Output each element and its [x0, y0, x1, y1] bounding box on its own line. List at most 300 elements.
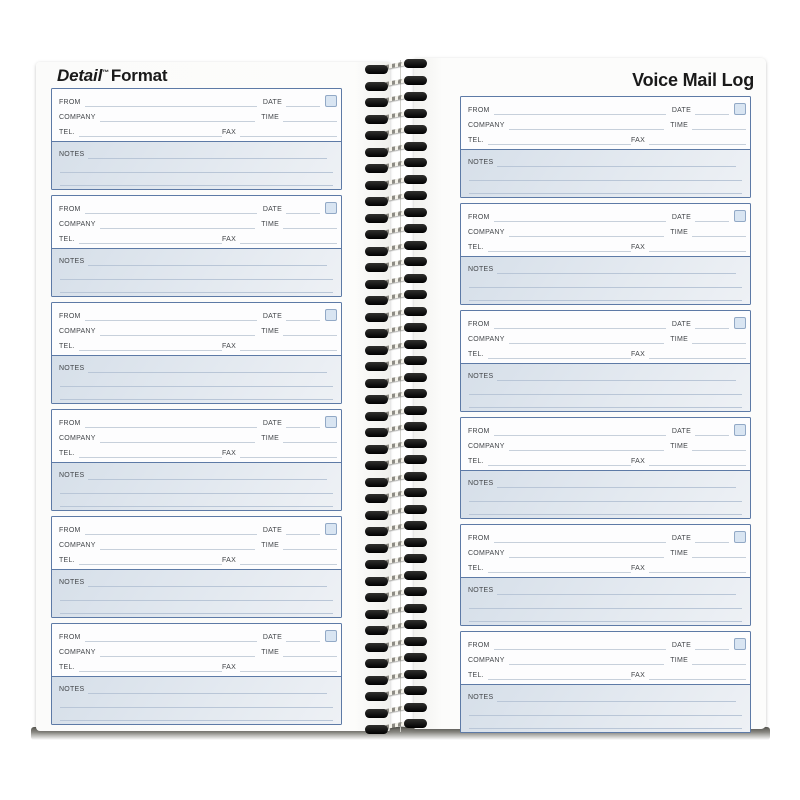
coil-knob-right	[404, 406, 427, 415]
from-write-line	[85, 525, 257, 535]
coil-knob-right	[404, 505, 427, 514]
date-write-line	[286, 525, 320, 535]
fax-label: FAX	[222, 129, 236, 136]
spiral-coil-loop	[365, 306, 428, 323]
brand-name: Detail	[57, 66, 103, 85]
coil-knob-right	[404, 224, 427, 233]
coil-knob-left	[365, 82, 388, 91]
notes-label-row	[468, 368, 742, 381]
date-write-line	[695, 319, 729, 329]
coil-knob-left	[365, 296, 388, 305]
notes-label-row	[59, 574, 333, 587]
spiral-coil-loop	[365, 636, 428, 653]
tel-write-line	[488, 670, 631, 680]
spiral-coil-loop	[365, 487, 428, 504]
from-date-row	[59, 308, 337, 321]
spiral-coil-loop	[365, 471, 428, 488]
coil-knob-right	[404, 191, 427, 200]
spiral-coil-loop	[365, 124, 428, 141]
fax-write-line	[240, 234, 337, 244]
fax-label: FAX	[222, 557, 236, 564]
time-write-line	[692, 548, 746, 558]
company-time-row	[468, 224, 746, 237]
coil-knob-right	[404, 76, 427, 85]
company-label: COMPANY	[468, 550, 505, 557]
checkbox	[734, 103, 746, 115]
coil-knob-right	[404, 422, 427, 431]
date-label: DATE	[671, 321, 691, 328]
notes-label-row	[59, 467, 333, 480]
coil-knob-right	[404, 637, 427, 646]
left-page-title	[57, 66, 167, 86]
right-page-blocks	[460, 96, 751, 738]
coil-knob-right	[404, 356, 427, 365]
spiral-coil-loop	[365, 75, 428, 92]
coil-knob-left	[365, 544, 388, 553]
fax-label: FAX	[631, 458, 645, 465]
checkbox	[325, 309, 337, 321]
tel-write-line	[488, 135, 631, 145]
from-write-line	[85, 311, 257, 321]
notes-label: NOTES	[468, 373, 494, 380]
notes-write-line-3	[60, 185, 333, 186]
coil-knob-left	[365, 478, 388, 487]
voicemail-entry-block	[460, 310, 751, 412]
tel-fax-row	[468, 667, 746, 680]
coil-knob-left	[365, 131, 388, 140]
coil-knob-right	[404, 670, 427, 679]
coil-knob-right	[404, 472, 427, 481]
coil-knob-left	[365, 593, 388, 602]
from-label: FROM	[59, 206, 81, 213]
spiral-coil-loop	[365, 256, 428, 273]
company-time-row	[59, 430, 337, 443]
date-write-line	[286, 97, 320, 107]
time-write-line	[692, 120, 746, 130]
coil-knob-left	[365, 197, 388, 206]
tel-fax-row	[468, 132, 746, 145]
coil-knob-left	[365, 181, 388, 190]
from-write-line	[494, 319, 666, 329]
time-label: TIME	[261, 328, 279, 335]
tel-fax-row	[59, 445, 337, 458]
fax-label: FAX	[631, 351, 645, 358]
tel-write-line	[79, 662, 222, 672]
voicemail-entry-block	[51, 623, 342, 725]
notes-label-row	[468, 475, 742, 488]
company-write-line	[509, 334, 665, 344]
company-write-line	[100, 433, 256, 443]
notes-write-line-1	[88, 684, 327, 694]
coil-knob-left	[365, 445, 388, 454]
tel-label: TEL.	[468, 351, 484, 358]
coil-knob-left	[365, 263, 388, 272]
notes-write-line-3	[60, 720, 333, 721]
spiral-coil-loop	[365, 91, 428, 108]
company-write-line	[100, 112, 256, 122]
date-write-line	[286, 418, 320, 428]
spiral-coil-loop	[365, 718, 428, 735]
from-write-line	[494, 640, 666, 650]
coil-knob-left	[365, 610, 388, 619]
from-write-line	[494, 533, 666, 543]
notes-write-line-1	[497, 264, 736, 274]
date-write-line	[286, 311, 320, 321]
spiral-coil-loop	[365, 355, 428, 372]
company-time-row	[59, 109, 337, 122]
from-date-row	[59, 415, 337, 428]
notes-label: NOTES	[468, 159, 494, 166]
spiral-coil-loop	[365, 157, 428, 174]
coil-knob-left	[365, 428, 388, 437]
voicemail-entry-block	[460, 96, 751, 198]
company-time-row	[468, 117, 746, 130]
date-write-line	[286, 632, 320, 642]
tel-write-line	[79, 555, 222, 565]
coil-knob-right	[404, 554, 427, 563]
tel-label: TEL.	[468, 672, 484, 679]
tel-fax-row	[59, 338, 337, 351]
notes-label-row	[468, 582, 742, 595]
coil-knob-right	[404, 92, 427, 101]
from-date-row	[59, 629, 337, 642]
company-label: COMPANY	[59, 221, 96, 228]
notes-write-line-1	[497, 371, 736, 381]
voicemail-entry-block	[460, 417, 751, 519]
coil-knob-left	[365, 676, 388, 685]
voicemail-entry-block	[51, 409, 342, 511]
coil-knob-left	[365, 230, 388, 239]
checkbox	[734, 531, 746, 543]
time-label: TIME	[261, 542, 279, 549]
left-page-blocks	[51, 88, 342, 730]
notes-section	[52, 569, 341, 617]
notes-write-line-1	[497, 478, 736, 488]
date-label: DATE	[262, 99, 282, 106]
trademark-symbol: ™	[102, 69, 109, 77]
notes-write-line-2	[469, 287, 742, 288]
coil-knob-right	[404, 587, 427, 596]
fax-write-line	[649, 349, 746, 359]
company-write-line	[509, 441, 665, 451]
company-time-row	[468, 652, 746, 665]
spiral-coil-loop	[365, 619, 428, 636]
notes-write-line-3	[469, 193, 742, 194]
company-write-line	[509, 120, 665, 130]
coil-knob-left	[365, 329, 388, 338]
time-label: TIME	[261, 435, 279, 442]
date-write-line	[695, 533, 729, 543]
notes-write-line-2	[469, 180, 742, 181]
notes-label: NOTES	[468, 587, 494, 594]
notes-write-line-3	[60, 613, 333, 614]
notes-write-line-2	[60, 386, 333, 387]
fax-write-line	[649, 456, 746, 466]
from-date-row	[468, 423, 746, 436]
spiral-coil-loop	[365, 388, 428, 405]
company-time-row	[59, 537, 337, 550]
checkbox	[734, 210, 746, 222]
notes-write-line-1	[88, 470, 327, 480]
tel-label: TEL.	[59, 129, 75, 136]
coil-knob-left	[365, 709, 388, 718]
company-write-line	[100, 219, 256, 229]
tel-write-line	[79, 127, 222, 137]
time-write-line	[283, 219, 337, 229]
tel-label: TEL.	[468, 458, 484, 465]
coil-knob-right	[404, 340, 427, 349]
notes-section	[461, 684, 750, 732]
notes-write-line-2	[60, 279, 333, 280]
checkbox	[325, 416, 337, 428]
right-page	[414, 58, 766, 729]
coil-knob-left	[365, 247, 388, 256]
notes-section	[461, 256, 750, 304]
spiral-coil-loop	[365, 58, 428, 75]
time-label: TIME	[670, 550, 688, 557]
company-label: COMPANY	[59, 649, 96, 656]
spiral-coil-loop	[365, 702, 428, 719]
spiral-coil-loop	[365, 289, 428, 306]
notes-write-line-3	[469, 407, 742, 408]
from-write-line	[85, 97, 257, 107]
company-time-row	[59, 323, 337, 336]
notes-label: NOTES	[59, 258, 85, 265]
fax-label: FAX	[222, 343, 236, 350]
from-label: FROM	[468, 321, 490, 328]
notes-label-row	[59, 360, 333, 373]
coil-knob-right	[404, 373, 427, 382]
notes-write-line-3	[60, 292, 333, 293]
checkbox	[734, 638, 746, 650]
coil-knob-right	[404, 455, 427, 464]
coil-knob-left	[365, 115, 388, 124]
coil-knob-left	[365, 511, 388, 520]
notes-label: NOTES	[59, 151, 85, 158]
time-label: TIME	[261, 114, 279, 121]
notes-write-line-2	[469, 501, 742, 502]
checkbox	[325, 523, 337, 535]
coil-knob-left	[365, 461, 388, 470]
notes-label: NOTES	[468, 480, 494, 487]
date-write-line	[695, 105, 729, 115]
coil-knob-right	[404, 59, 427, 68]
time-label: TIME	[670, 657, 688, 664]
from-write-line	[85, 632, 257, 642]
voicemail-entry-block	[460, 524, 751, 626]
fax-label: FAX	[222, 664, 236, 671]
tel-label: TEL.	[59, 343, 75, 350]
notes-write-line-2	[60, 493, 333, 494]
notes-label-row	[468, 261, 742, 274]
spiral-coil-loop	[365, 454, 428, 471]
time-write-line	[692, 334, 746, 344]
notes-write-line-1	[88, 363, 327, 373]
notes-write-line-2	[469, 608, 742, 609]
spiral-binding	[365, 0, 428, 800]
coil-knob-right	[404, 620, 427, 629]
tel-label: TEL.	[59, 236, 75, 243]
fax-label: FAX	[222, 236, 236, 243]
spiral-coil-loop	[365, 174, 428, 191]
from-label: FROM	[468, 214, 490, 221]
time-write-line	[283, 540, 337, 550]
tel-write-line	[79, 234, 222, 244]
notes-write-line-1	[88, 256, 327, 266]
time-label: TIME	[670, 443, 688, 450]
tel-fax-row	[59, 659, 337, 672]
tel-label: TEL.	[468, 565, 484, 572]
notes-write-line-1	[497, 157, 736, 167]
coil-knob-right	[404, 241, 427, 250]
from-write-line	[85, 418, 257, 428]
company-label: COMPANY	[468, 336, 505, 343]
coil-knob-right	[404, 274, 427, 283]
from-date-row	[468, 209, 746, 222]
from-label: FROM	[468, 535, 490, 542]
from-label: FROM	[59, 420, 81, 427]
coil-knob-left	[365, 164, 388, 173]
spiral-coil-loop	[365, 537, 428, 554]
time-write-line	[283, 326, 337, 336]
time-write-line	[692, 655, 746, 665]
tel-label: TEL.	[468, 244, 484, 251]
tel-fax-row	[59, 552, 337, 565]
coil-knob-right	[404, 125, 427, 134]
notes-label: NOTES	[468, 266, 494, 273]
spiral-coil-loop	[365, 223, 428, 240]
tel-write-line	[488, 563, 631, 573]
date-label: DATE	[671, 107, 691, 114]
time-label: TIME	[670, 122, 688, 129]
time-label: TIME	[670, 336, 688, 343]
checkbox	[325, 95, 337, 107]
from-date-row	[59, 94, 337, 107]
fax-label: FAX	[222, 450, 236, 457]
spiral-coil-loop	[365, 322, 428, 339]
from-label: FROM	[59, 527, 81, 534]
time-label: TIME	[261, 221, 279, 228]
notes-label-row	[468, 154, 742, 167]
spiral-coil-loop	[365, 586, 428, 603]
checkbox	[734, 317, 746, 329]
spiral-coil-loop	[365, 190, 428, 207]
fax-write-line	[649, 670, 746, 680]
spiral-coil-loop	[365, 421, 428, 438]
company-time-row	[468, 545, 746, 558]
coil-knob-right	[404, 307, 427, 316]
fax-write-line	[649, 563, 746, 573]
from-date-row	[468, 102, 746, 115]
voicemail-entry-block	[460, 203, 751, 305]
company-write-line	[100, 326, 256, 336]
voicemail-entry-block	[51, 195, 342, 297]
coil-knob-left	[365, 494, 388, 503]
checkbox	[325, 202, 337, 214]
time-write-line	[692, 227, 746, 237]
tel-fax-row	[468, 239, 746, 252]
notes-write-line-2	[60, 172, 333, 173]
coil-knob-right	[404, 175, 427, 184]
notes-label-row	[59, 681, 333, 694]
fax-label: FAX	[631, 672, 645, 679]
tel-fax-row	[59, 231, 337, 244]
company-write-line	[100, 540, 256, 550]
fax-write-line	[240, 448, 337, 458]
fax-write-line	[649, 135, 746, 145]
coil-knob-right	[404, 686, 427, 695]
spiral-coil-loop	[365, 438, 428, 455]
notes-section	[52, 141, 341, 189]
coil-knob-left	[365, 214, 388, 223]
company-time-row	[59, 216, 337, 229]
notes-write-line-3	[469, 621, 742, 622]
date-label: DATE	[262, 313, 282, 320]
coil-knob-left	[365, 379, 388, 388]
tel-fax-row	[59, 124, 337, 137]
spiral-coil-loop	[365, 405, 428, 422]
coil-knob-right	[404, 389, 427, 398]
fax-write-line	[240, 341, 337, 351]
checkbox	[325, 630, 337, 642]
coil-knob-right	[404, 158, 427, 167]
date-label: DATE	[262, 206, 282, 213]
coil-knob-left	[365, 148, 388, 157]
notes-write-line-1	[497, 585, 736, 595]
date-write-line	[695, 212, 729, 222]
from-write-line	[494, 212, 666, 222]
notes-label-row	[59, 253, 333, 266]
fax-label: FAX	[631, 565, 645, 572]
company-write-line	[100, 647, 256, 657]
time-write-line	[283, 647, 337, 657]
company-label: COMPANY	[468, 657, 505, 664]
notes-write-line-3	[469, 300, 742, 301]
from-write-line	[85, 204, 257, 214]
notes-write-line-1	[497, 692, 736, 702]
coil-knob-left	[365, 395, 388, 404]
notes-write-line-3	[469, 728, 742, 729]
company-time-row	[468, 438, 746, 451]
fax-write-line	[240, 555, 337, 565]
from-date-row	[59, 522, 337, 535]
left-title-word: Format	[110, 66, 168, 85]
notes-write-line-2	[469, 715, 742, 716]
company-write-line	[509, 548, 665, 558]
spiral-coil-loop	[365, 570, 428, 587]
notes-section	[52, 462, 341, 510]
notes-section	[461, 470, 750, 518]
coil-knob-left	[365, 626, 388, 635]
notes-section	[52, 355, 341, 403]
from-write-line	[494, 426, 666, 436]
coil-knob-right	[404, 142, 427, 151]
spiral-coil-loop	[365, 504, 428, 521]
spiral-coil-loop	[365, 240, 428, 257]
notes-label-row	[468, 689, 742, 702]
spiral-coil-loop	[365, 520, 428, 537]
tel-fax-row	[468, 346, 746, 359]
notes-write-line-2	[60, 707, 333, 708]
tel-label: TEL.	[59, 450, 75, 457]
date-label: DATE	[262, 420, 282, 427]
from-label: FROM	[59, 313, 81, 320]
time-write-line	[283, 112, 337, 122]
company-write-line	[509, 655, 665, 665]
tel-write-line	[79, 448, 222, 458]
left-page	[36, 62, 390, 731]
tel-write-line	[488, 456, 631, 466]
